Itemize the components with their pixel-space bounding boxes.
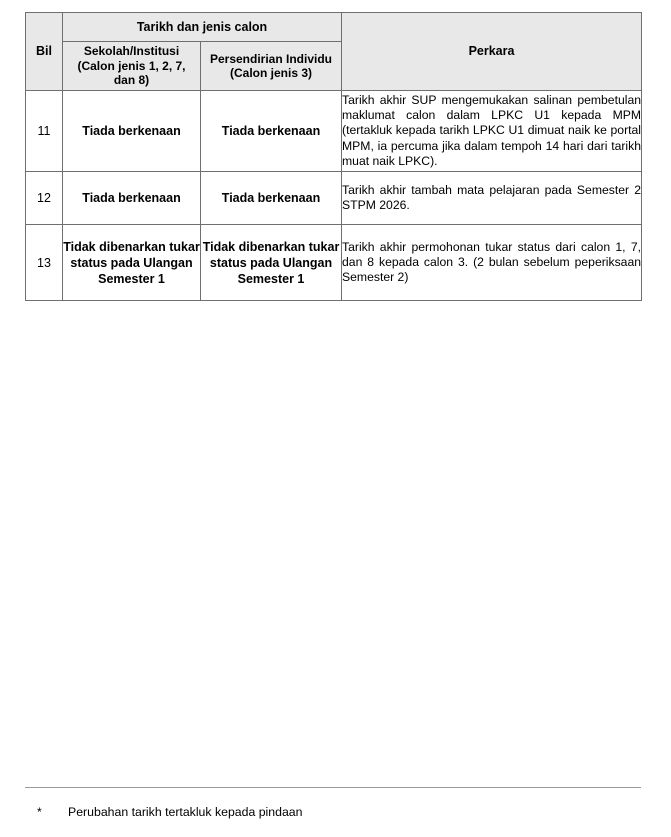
cell-sekolah: Tiada berkenaan [63,91,201,172]
column-header-sekolah-institusi [63,42,201,91]
cell-bil: 13 [26,225,63,301]
persendirian-header-line-1: Persendirian Individu [209,51,333,66]
persendirian-header-line-2: (Calon jenis 3) [230,66,313,80]
footnote [25,804,641,820]
cell-persendirian: Tidak dibenarkan tukar status pada Ulangan Semester 1 [201,225,342,301]
footnote-text: Perubahan tarikh tertakluk kepada pindaan [68,805,303,819]
sekolah-header-line-3: dan 8) [113,73,150,88]
sekolah-header-line-2: (Calon jenis 1, 2, 7, [77,58,186,73]
cell-bil: 12 [26,172,63,225]
cell-persendirian: Tiada berkenaan [201,91,342,172]
table-row [26,172,642,225]
table-header [26,13,642,91]
table-body [26,91,642,301]
examination-schedule-table [25,12,642,301]
column-header-tarikh-dan-jenis-calon: Tarikh dan jenis calon [63,13,342,42]
cell-perkara: Tarikh akhir permohonan tukar status dari calon 1, 7, dan 8 kepada calon 3. (2 bulan sebelum peperiksaan Semester 2) [342,225,642,301]
cell-bil: 11 [26,91,63,172]
column-header-bil: Bil [26,13,63,91]
cell-perkara: Tarikh akhir SUP mengemukakan salinan pembetulan maklumat calon dalam LPKC U1 kepada MPM (tertakluk kepada tarikh LPKC U1 dimuat naik ke portal MPM, ia percuma jika dalam tempoh 14 hari dari tarikh muat naik LPKC). [342,91,642,172]
cell-perkara: Tarikh akhir tambah mata pelajaran pada Semester 2 STPM 2026. [342,172,642,225]
table-row [26,225,642,301]
column-header-persendirian-individu [201,42,342,91]
sekolah-header-line-1: Sekolah/Institusi [83,44,180,59]
footnote-marker: * [37,805,42,819]
cell-persendirian: Tiada berkenaan [201,172,342,225]
cell-sekolah: Tiada berkenaan [63,172,201,225]
footer-separator-rule [25,787,641,788]
header-row-primary [26,13,642,42]
table-row [26,91,642,172]
column-header-perkara: Perkara [342,13,642,91]
cell-sekolah: Tidak dibenarkan tukar status pada Ulangan Semester 1 [63,225,201,301]
